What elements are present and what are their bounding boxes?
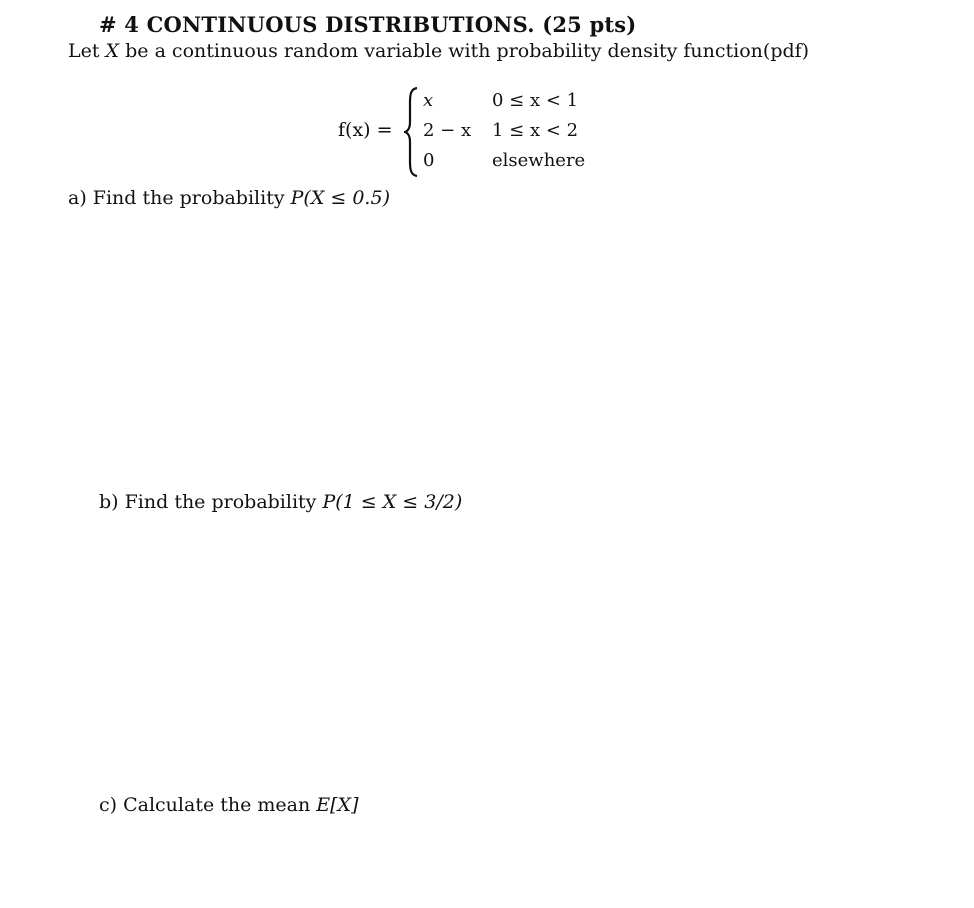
question-a [68,187,390,209]
case-3-expression: 0 [423,150,435,171]
question-a-text: a) Find the probability [68,187,291,209]
case-2-condition: 1 ≤ x < 2 [492,120,579,141]
case-2-expression: 2 − x [423,120,472,141]
case-3-condition: elsewhere [492,150,586,171]
question-b [99,491,462,513]
question-a-math: P(X ≤ 0.5) [290,187,390,209]
intro-suffix: be a continuous random variable with probability density function(pdf) [119,40,810,62]
section-title: # 4 CONTINUOUS DISTRIBUTIONS. (25 pts) [99,12,637,37]
case-1-condition: 0 ≤ x < 1 [492,90,579,111]
question-c-text: c) Calculate the mean [99,794,317,816]
pdf-lhs: f(x) = [338,119,393,141]
problem-statement [68,40,809,62]
question-b-text: b) Find the probability [99,491,323,513]
case-1-expression: x [423,90,434,111]
cases-brace [404,86,418,178]
random-variable: X [105,40,120,62]
question-c-math: E[X] [316,794,359,816]
intro-prefix: Let [68,40,106,62]
question-c [99,794,359,816]
question-b-math: P(1 ≤ X ≤ 3/2) [322,491,463,513]
